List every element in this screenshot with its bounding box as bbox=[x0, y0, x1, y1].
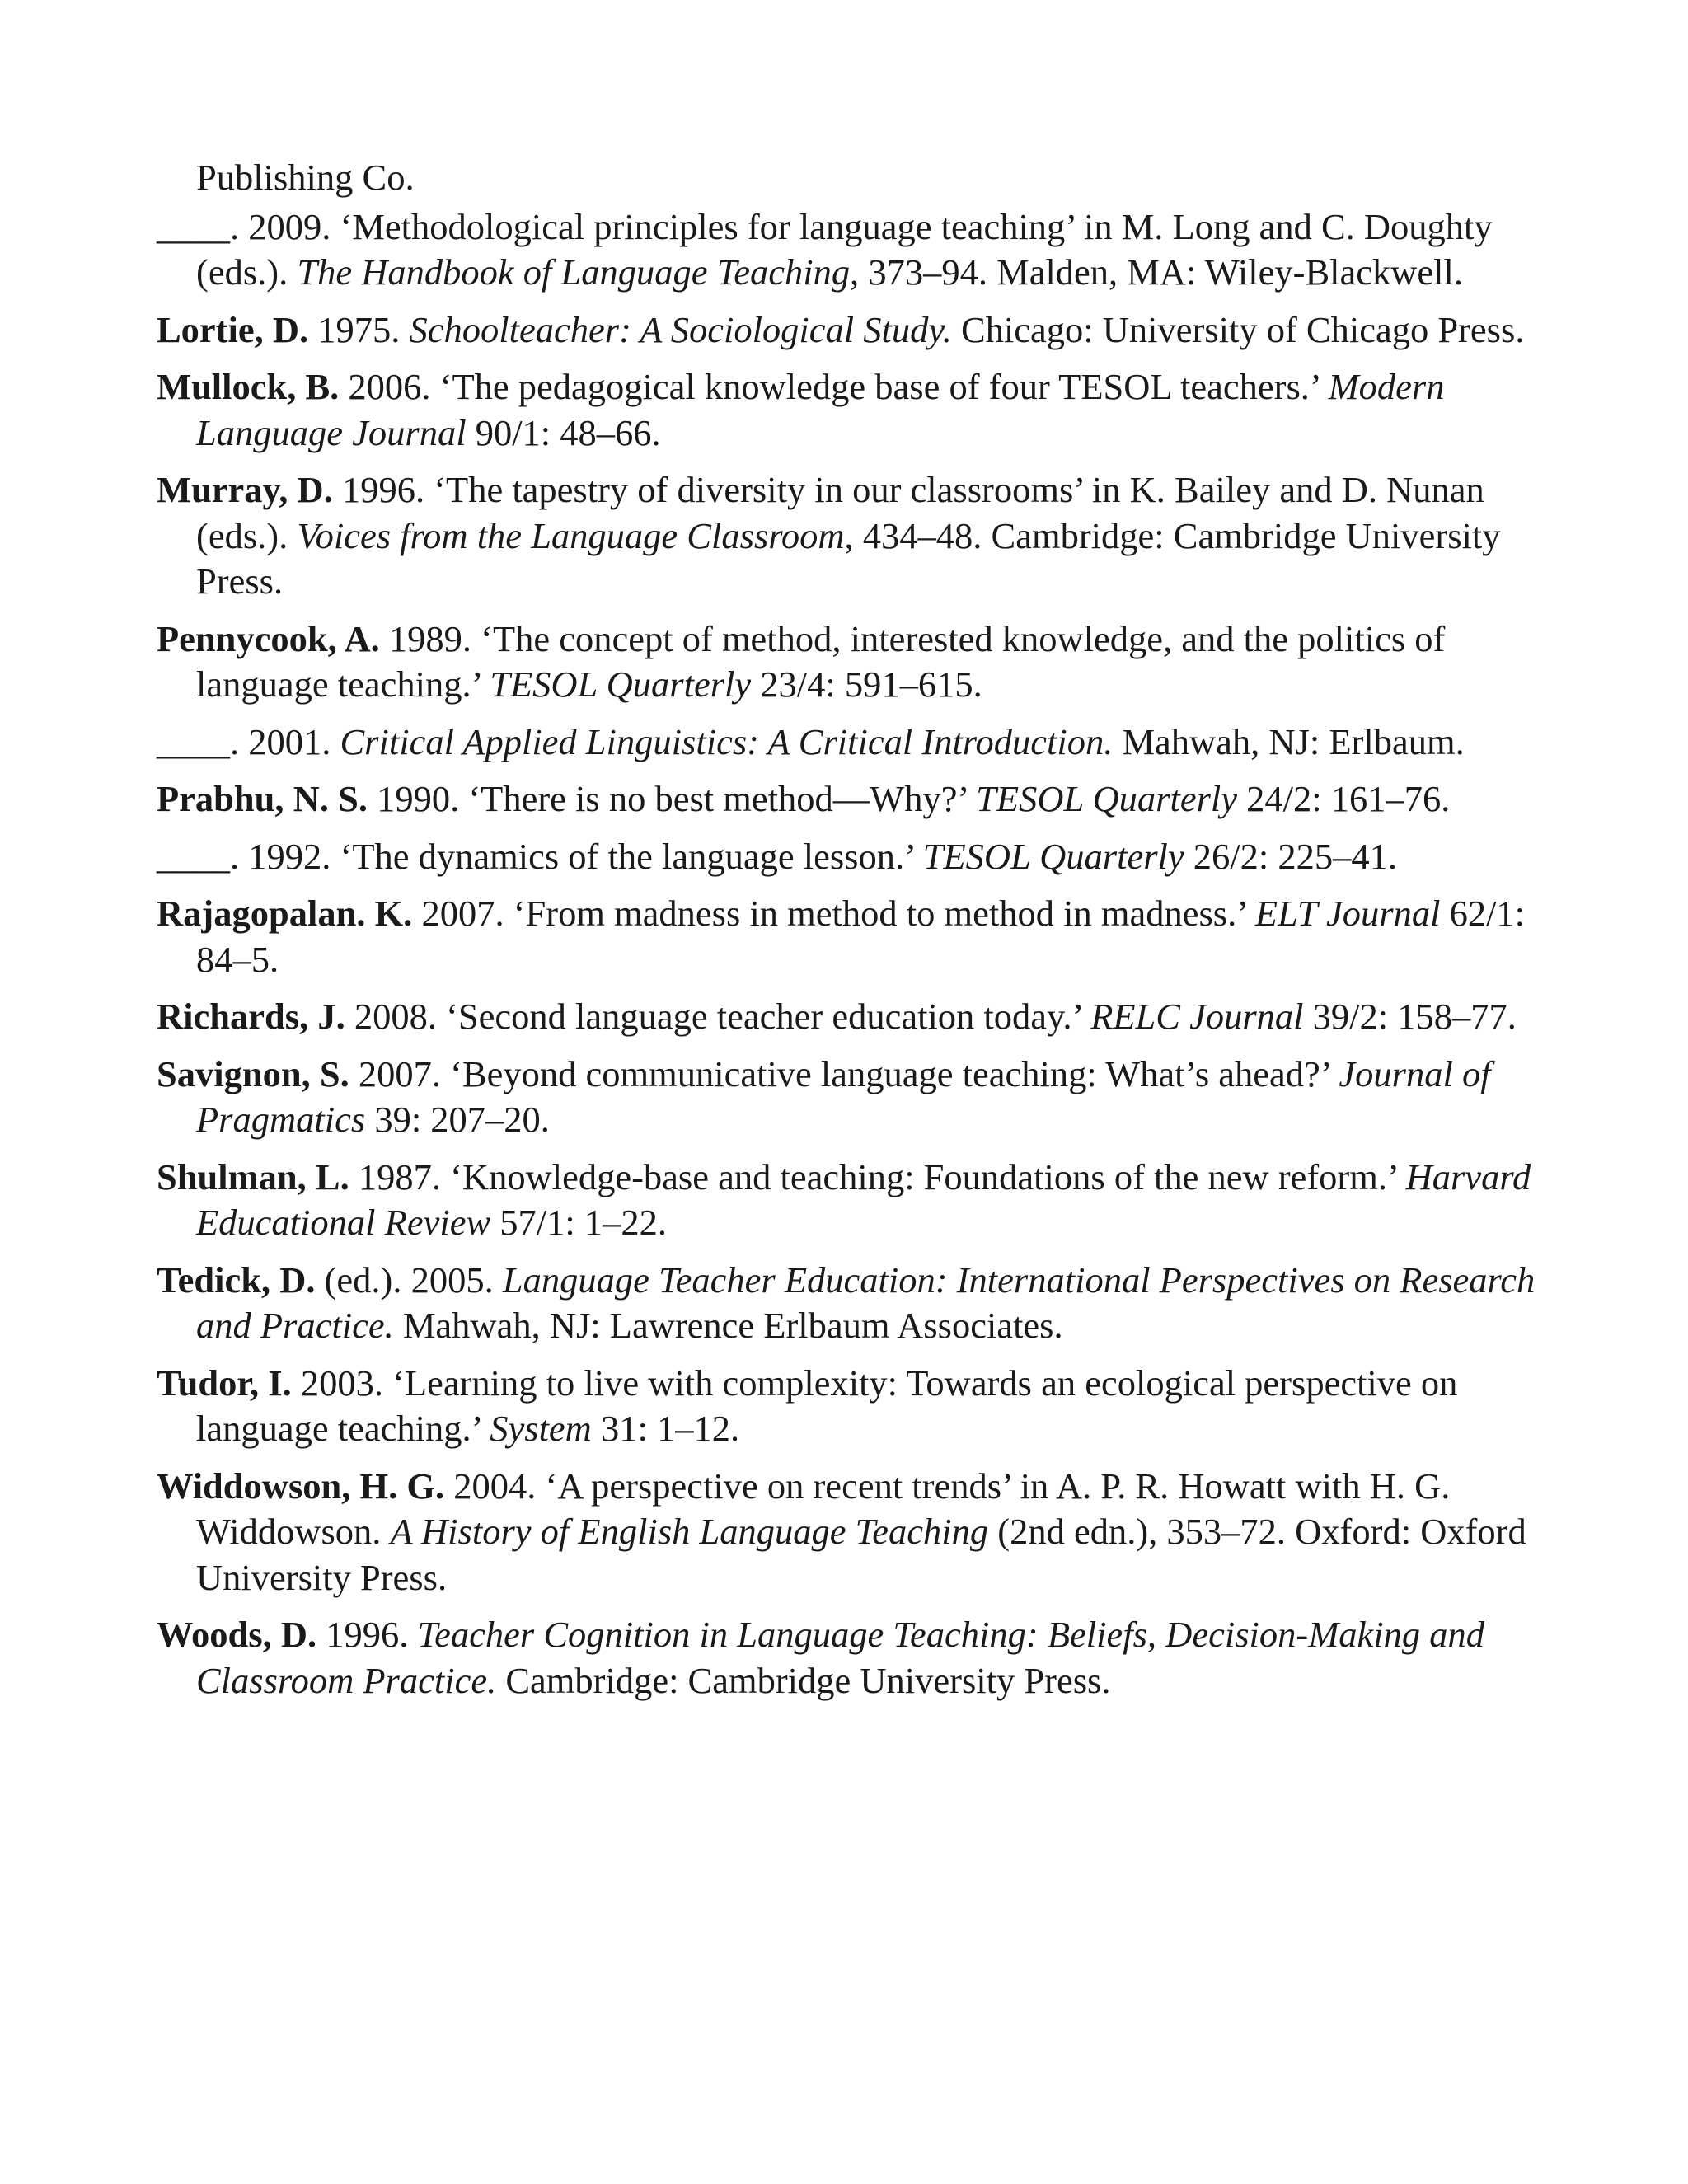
reference-text: 1989. ‘The concept of method, interested knowledge, and the politics of language teaching.’ bbox=[196, 617, 1446, 705]
reference-author: Pennycook, A. bbox=[157, 617, 380, 659]
reference-text: ____. 2009. ‘Methodological principles for language teaching’ in M. Long and C. Doughty (eds.). bbox=[157, 205, 1493, 293]
reference-entry bbox=[157, 1464, 1558, 1601]
reference-text: Chicago: University of Chicago Press. bbox=[951, 308, 1525, 350]
reference-title: Schoolteacher: A Sociological Study. bbox=[409, 308, 952, 350]
reference-entry bbox=[157, 467, 1558, 605]
reference-entry bbox=[157, 307, 1558, 354]
reference-author: Murray, D. bbox=[157, 469, 333, 510]
reference-author: Widdowson, H. G. bbox=[157, 1465, 445, 1507]
reference-title: RELC Journal bbox=[1090, 996, 1304, 1037]
reference-text: 2006. ‘The pedagogical knowledge base of four TESOL teachers.’ bbox=[339, 366, 1329, 407]
reference-text: 39: 207–20. bbox=[365, 1099, 550, 1140]
reference-title: TESOL Quarterly bbox=[490, 663, 752, 705]
reference-text: (2nd edn.), 353–72. Oxford: Oxford University Press. bbox=[196, 1511, 1526, 1598]
reference-author: Woods, D. bbox=[157, 1614, 317, 1655]
reference-text: 62/1: 84–5. bbox=[196, 893, 1526, 980]
reference-text: 57/1: 1–22. bbox=[490, 1202, 667, 1243]
reference-author: Shulman, L. bbox=[157, 1155, 349, 1197]
reference-entry bbox=[157, 776, 1558, 823]
reference-text: ____. 2001. bbox=[157, 720, 340, 762]
reference-list bbox=[157, 155, 1558, 1715]
reference-text: 39/2: 158–77. bbox=[1303, 996, 1517, 1037]
reference-author: Mullock, B. bbox=[157, 366, 340, 407]
reference-title: Critical Applied Linguistics: A Critical Introduction. bbox=[340, 720, 1114, 762]
reference-text: 31: 1–12. bbox=[591, 1408, 740, 1449]
reference-text: 26/2: 225–41. bbox=[1184, 835, 1397, 877]
reference-title: TESOL Quarterly bbox=[922, 835, 1184, 877]
reference-entry bbox=[157, 994, 1558, 1040]
reference-text: Publishing Co. bbox=[196, 157, 415, 198]
reference-title: System bbox=[490, 1408, 592, 1449]
reference-text: 1996. bbox=[316, 1614, 418, 1655]
reference-title: Journal of Pragmatics bbox=[196, 1052, 1491, 1140]
reference-entry bbox=[157, 204, 1558, 296]
reference-author: Rajagopalan. K. bbox=[157, 893, 413, 934]
reference-text: 1990. ‘There is no best method—Why?’ bbox=[367, 778, 977, 819]
reference-text: Cambridge: Cambridge University Press. bbox=[496, 1659, 1111, 1701]
reference-title: TESOL Quarterly bbox=[976, 778, 1238, 819]
reference-entry bbox=[157, 1612, 1558, 1704]
reference-entry bbox=[157, 616, 1558, 708]
reference-text: 90/1: 48–66. bbox=[466, 411, 661, 453]
reference-author: Tedick, D. bbox=[157, 1258, 316, 1301]
reference-text: , 373–94. Malden, MA: Wiley-Blackwell. bbox=[850, 251, 1464, 293]
reference-text: Mahwah, NJ: Erlbaum. bbox=[1113, 720, 1465, 762]
reference-title: Modern Language Journal bbox=[196, 366, 1445, 453]
reference-title: Voices from the Language Classroom bbox=[297, 514, 845, 556]
reference-text: 24/2: 161–76. bbox=[1237, 778, 1451, 819]
reference-title: Teacher Cognition in Language Teaching: Beliefs, Decision-Making and Classroom Practice. bbox=[196, 1614, 1484, 1701]
reference-author: Prabhu, N. S. bbox=[157, 778, 368, 819]
reference-entry bbox=[157, 1052, 1558, 1143]
reference-title: The Handbook of Language Teaching bbox=[297, 251, 851, 293]
reference-text: 2004. ‘A perspective on recent trends’ in A. P. R. Howatt with H. G. Widdowson. bbox=[196, 1465, 1451, 1552]
reference-entry bbox=[157, 1361, 1558, 1452]
reference-text: 2007. ‘From madness in method to method in madness.’ bbox=[412, 893, 1255, 934]
reference-text: (ed.). 2005. bbox=[315, 1258, 503, 1301]
reference-author: Richards, J. bbox=[157, 996, 345, 1037]
reference-title: A History of English Language Teaching bbox=[390, 1511, 989, 1552]
reference-author: Savignon, S. bbox=[157, 1052, 349, 1094]
reference-text: 2008. ‘Second language teacher education today.’ bbox=[345, 996, 1091, 1037]
reference-text: 1975. bbox=[308, 308, 410, 350]
reference-entry bbox=[157, 1155, 1558, 1246]
reference-text: , 434–48. Cambridge: Cambridge University Press. bbox=[196, 514, 1501, 602]
reference-text: 1996. ‘The tapestry of diversity in our classrooms’ in K. Bailey and D. Nunan (eds.). bbox=[196, 469, 1484, 556]
reference-author: Tudor, I. bbox=[157, 1361, 292, 1404]
reference-author: Lortie, D. bbox=[157, 308, 309, 350]
reference-entry bbox=[157, 891, 1558, 982]
reference-text: 2003. ‘Learning to live with complexity: Towards an ecological perspective on language teaching.’ bbox=[196, 1361, 1458, 1449]
reference-text: ____. 1992. ‘The dynamics of the language lesson.’ bbox=[157, 835, 923, 877]
reference-title: Harvard Educational Review bbox=[196, 1155, 1531, 1243]
reference-text: 1987. ‘Knowledge-base and teaching: Foundations of the new reform.’ bbox=[349, 1155, 1406, 1197]
reference-title: Language Teacher Education: International Perspectives on Research and Practice. bbox=[196, 1258, 1536, 1346]
reference-title: ELT Journal bbox=[1254, 893, 1441, 934]
reference-entry bbox=[157, 834, 1558, 880]
reference-text: Mahwah, NJ: Lawrence Erlbaum Associates. bbox=[393, 1305, 1063, 1346]
reference-text: 23/4: 591–615. bbox=[751, 663, 982, 705]
reference-entry bbox=[157, 1258, 1558, 1349]
reference-entry bbox=[157, 364, 1558, 456]
reference-entry bbox=[157, 155, 1558, 201]
reference-entry bbox=[157, 719, 1558, 766]
reference-text: 2007. ‘Beyond communicative language teaching: What’s ahead?’ bbox=[349, 1052, 1339, 1094]
